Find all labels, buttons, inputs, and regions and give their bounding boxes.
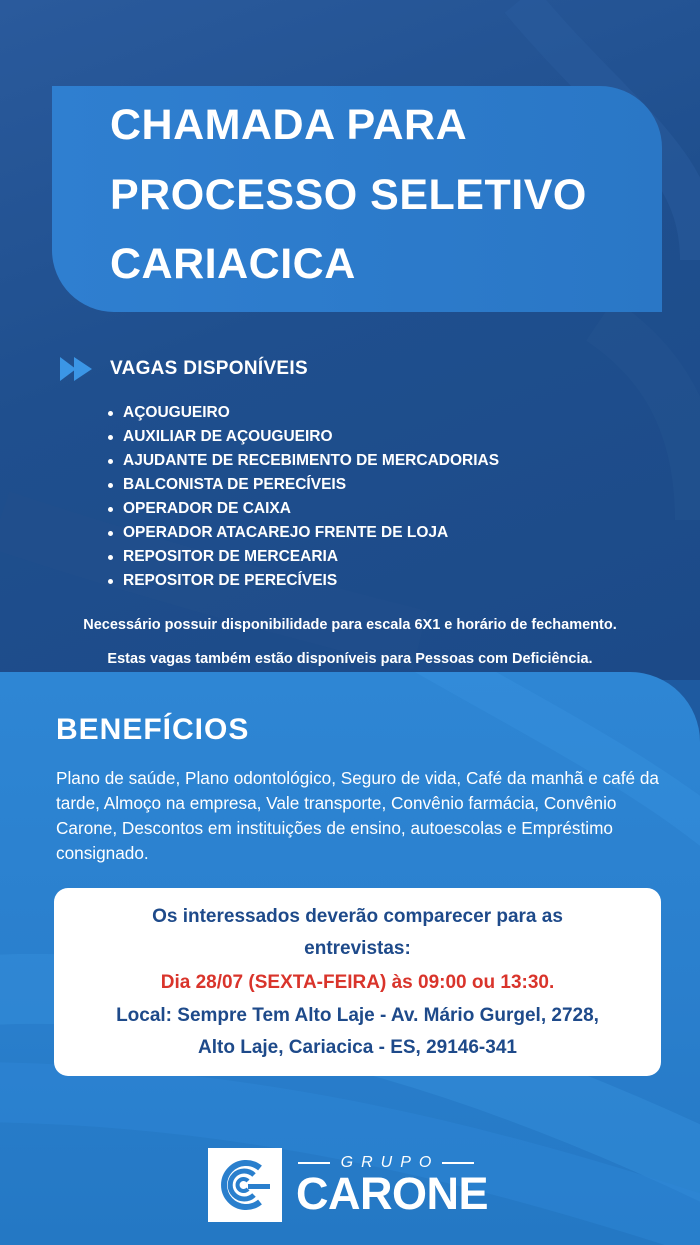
vaga-label: AÇOUGUEIRO (123, 404, 230, 421)
bullet-icon (108, 435, 113, 440)
divider (298, 1162, 330, 1164)
page-title-line-2: PROCESSO SELETIVO (110, 171, 587, 219)
vagas-heading: VAGAS DISPONÍVEIS (110, 358, 308, 379)
logo-grupo-text: GRUPO (340, 1154, 440, 1171)
location-line-2: Alto Laje, Cariacica - ES, 29146-341 (198, 1037, 517, 1058)
vagas-header (60, 352, 308, 386)
vaga-label: BALCONISTA DE PERECÍVEIS (123, 476, 347, 493)
list-item (108, 569, 499, 593)
interview-info-card (54, 888, 661, 1076)
logo-carone-text: CARONE (296, 1168, 489, 1219)
bullet-icon (108, 555, 113, 560)
vaga-label: REPOSITOR DE MERCEARIA (123, 548, 339, 565)
list-item (108, 497, 499, 521)
list-item (108, 449, 499, 473)
bullet-icon (108, 411, 113, 416)
beneficios-heading: BENEFÍCIOS (56, 713, 250, 746)
escala-note: Necessário possuir disponibilidade para escala 6X1 e horário de fechamento. (83, 617, 617, 633)
divider (442, 1162, 474, 1164)
card-line-1: Os interessados deverão comparecer para as (152, 906, 563, 927)
beneficios-text: Plano de saúde, Plano odontológico, Seguro de vida, Café da manhã e café da tarde, Almoço na empresa, Vale transporte, Convênio farmácia, Convênio Carone, Descontos em instituições de ensino, autoescolas e Empréstimo consignado. (56, 768, 659, 863)
vaga-label: OPERADOR DE CAIXA (123, 500, 291, 517)
vaga-label: AJUDANTE DE RECEBIMENTO DE MERCADORIAS (123, 452, 500, 469)
bullet-icon (108, 579, 113, 584)
carone-logo-icon (208, 1148, 282, 1222)
pcd-note: Estas vagas também estão disponíveis para Pessoas com Deficiência. (107, 651, 593, 667)
list-item (108, 425, 499, 449)
location-line-1: Local: Sempre Tem Alto Laje - Av. Mário Gurgel, 2728, (116, 1005, 599, 1026)
vaga-label: REPOSITOR DE PERECÍVEIS (123, 572, 338, 589)
card-line-2: entrevistas: (304, 938, 411, 959)
vagas-list (108, 401, 499, 593)
list-item (108, 545, 499, 569)
bullet-icon (108, 459, 113, 464)
page-title-line-3: CARIACICA (110, 240, 356, 288)
double-arrow-icon (60, 355, 98, 383)
bullet-icon (108, 531, 113, 536)
vaga-label: OPERADOR ATACAREJO FRENTE DE LOJA (123, 524, 449, 541)
bullet-icon (108, 507, 113, 512)
list-item (108, 401, 499, 425)
page-title-line-1: CHAMADA PARA (110, 101, 468, 149)
bullet-icon (108, 483, 113, 488)
interview-date: Dia 28/07 (SEXTA-FEIRA) às 09:00 ou 13:30. (160, 972, 555, 993)
list-item (108, 521, 499, 545)
vaga-label: AUXILIAR DE AÇOUGUEIRO (123, 428, 333, 445)
list-item (108, 473, 499, 497)
